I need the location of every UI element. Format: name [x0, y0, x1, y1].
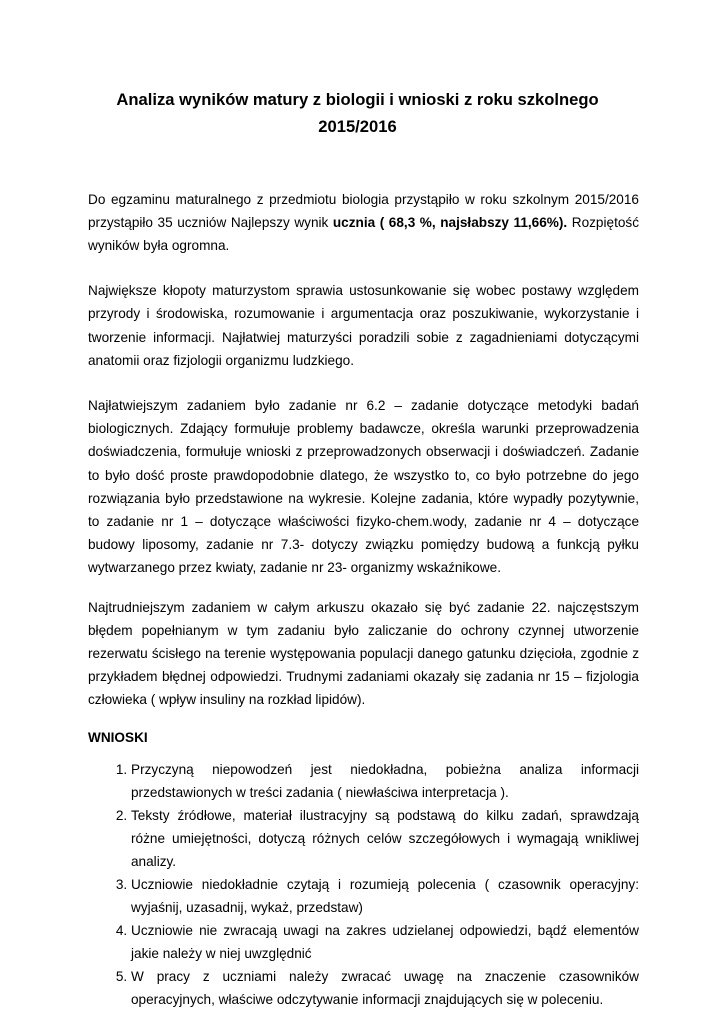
- paragraph-exam-summary-text: Do egzaminu maturalnego z przedmiotu biologia przystąpiło w roku szkolnym 2015/2016 przystąpiło 35 uczniów Najlepszy wynik: [88, 192, 639, 231]
- paragraph-exam-summary-bold: ucznia ( 68,3 %, najsłabszy 11,66%).: [332, 215, 568, 231]
- conclusions-list: [88, 758, 639, 1011]
- conclusion-item: 3. Uczniowie niedokładnie czytają i rozumieją polecenia ( czasownik operacyjny: wyjaśnij, uzasadnij, wykaż, przedstaw): [131, 873, 639, 919]
- conclusion-item: 1. Przyczyną niepowodzeń jest niedokładna, pobieżna analiza informacji przedstawionych w treści zadania ( niewłaściwa interpretacja ).: [131, 758, 639, 804]
- title-line-2: 2015/2016: [318, 117, 397, 136]
- conclusion-item: 5. W pracy z uczniami należy zwracać uwagę na znaczenie czasowników operacyjnych, właściwe odczytywanie informacji znajdujących się w poleceniu.: [131, 965, 639, 1011]
- paragraph-hardest-tasks: Najtrudniejszym zadaniem w całym arkuszu okazało się być zadanie 22. najczęstszym błędem popełnianym w tym zadaniu było zaliczanie do ochrony czynnej utworzenie rezerwatu ścisłego na terenie występowania populacji danego gatunku dzięcioła, zgodnie z przykładem błędnej odpowiedzi. Trudnymi zadaniami okazały się zadania nr 15 – fizjologia człowieka ( wpływ insuliny na rozkład lipidów).: [88, 599, 639, 708]
- paragraph-easiest-tasks: Najłatwiejszym zadaniem było zadanie nr 6.2 – zadanie dotyczące metodyki badań biologicznych. Zdający formułuje problemy badawcze, określa warunki przeprowadzenia doświadczenia, formułuje wnioski z przeprowadzonych obserwacji i doświadczeń. Zadanie to było dość proste prawdopodobnie dlatego, że wszystko to, co było potrzebne do jego rozwiązania było przedstawione na wykresie. Kolejne zadania, które wypadły pozytywnie, to zadanie nr 1 – dotyczące właściwości fizyko-chem.wody, zadanie nr 4 – dotyczące budowy liposomy, zadanie nr 7.3- dotyczy związku pomiędzy budową a funkcją pyłku wytwarzanego przez kwiaty, zadanie nr 23- organizmy wskaźnikowe.: [88, 397, 639, 576]
- document-title: [88, 86, 627, 140]
- paragraph-exam-summary: [88, 188, 639, 258]
- conclusions-heading: WNIOSKI: [88, 729, 148, 745]
- conclusion-item: 4. Uczniowie nie zwracają uwagi na zakres udzielanej odpowiedzi, bądź elementów jakie należy w niej uwzględnić: [131, 919, 639, 965]
- conclusion-item: 2. Teksty źródłowe, materiał ilustracyjny są podstawą do kilku zadań, sprawdzają różne umiejętności, dotyczą różnych celów szczegółowych i wymagają wnikliwej analizy.: [131, 804, 639, 873]
- paragraph-difficulties: Największe kłopoty maturzystom sprawia ustosunkowanie się wobec postawy względem przyrody i środowiska, rozumowanie i argumentacja oraz poszukiwanie, wykorzystanie i tworzenie informacji. Najłatwiej maturzyści poradzili sobie z zagadnieniami dotyczącymi anatomii oraz fizjologii organizmu ludzkiego.: [88, 282, 639, 369]
- paragraph-exam-summary-end: Rozpiętość wyników była ogromna.: [88, 215, 639, 254]
- title-line-1: Analiza wyników matury z biologii i wnioski z roku szkolnego: [116, 90, 599, 109]
